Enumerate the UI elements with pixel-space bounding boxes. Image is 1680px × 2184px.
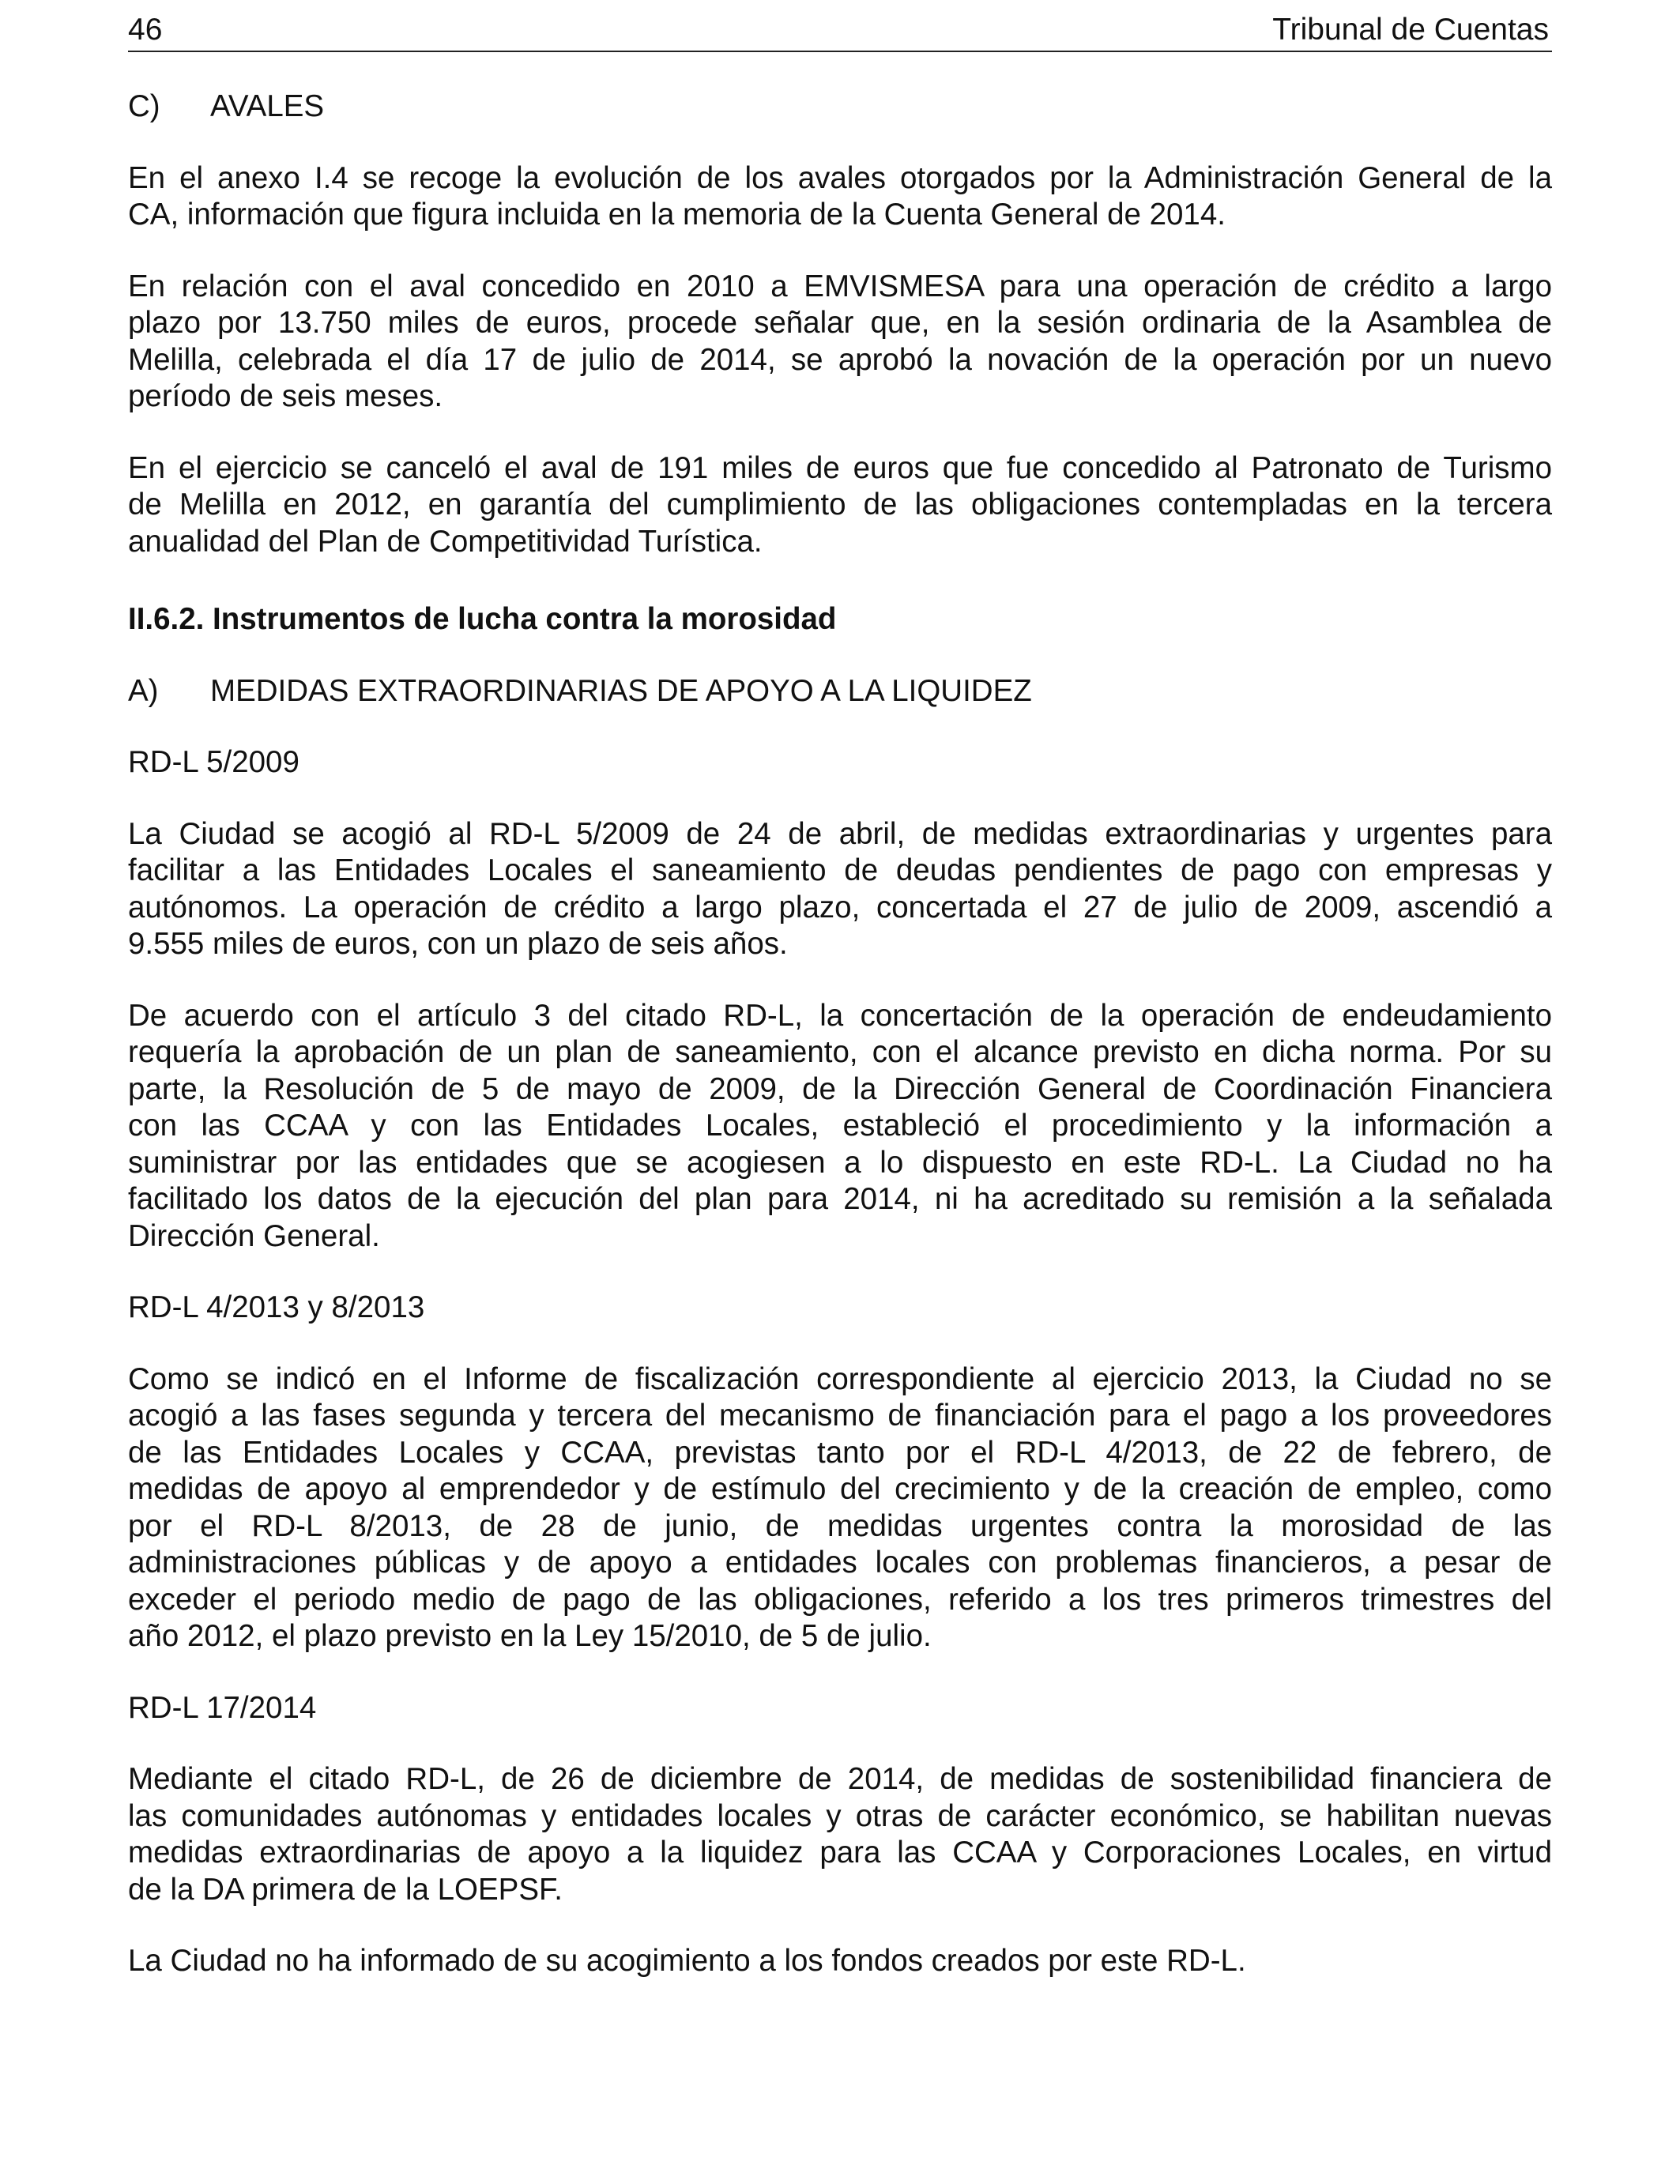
paragraph-emvismesa <box>128 269 1552 416</box>
heading-rdl-17-2014: RD-L 17/2014 <box>128 1690 317 1725</box>
paragraph-line: 9.555 miles de euros, con un plazo de seis años. <box>128 927 788 961</box>
paragraph-patronato <box>128 450 1552 561</box>
paragraph-line: período de seis meses. <box>128 379 443 413</box>
page-number: 46 <box>128 13 163 47</box>
paragraph-line: En el anexo I.4 se recoge la evolución de los avales otorgados por la Administración General de la <box>128 160 1552 195</box>
paragraph-line: por el RD-L 8/2013, de 28 de junio, de medidas urgentes contra la morosidad de las <box>128 1508 1552 1543</box>
subsection-heading: II.6.2. Instrumentos de lucha contra la morosidad <box>128 602 837 636</box>
paragraph-line: En relación con el aval concedido en 2010 a EMVISMESA para una operación de crédito a largo <box>128 269 1552 303</box>
paragraph-line: año 2012, el plazo previsto en la Ley 15/2010, de 5 de julio. <box>128 1619 932 1653</box>
paragraph-line: De acuerdo con el artículo 3 del citado RD-L, la concertación de la operación de endeudamiento <box>128 998 1552 1033</box>
section-heading-avales <box>128 88 1552 126</box>
paragraph-line: de Melilla en 2012, en garantía del cumplimiento de las obligaciones contempladas en la tercera <box>128 488 1552 522</box>
paragraph-line: parte, la Resolución de 5 de mayo de 2009, de la Dirección General de Coordinación Financiera <box>128 1071 1552 1106</box>
paragraph-rdl-5-2009 <box>128 816 1552 963</box>
paragraph-line: Como se indicó en el Informe de fiscalización correspondiente al ejercicio 2013, la Ciudad no se <box>128 1361 1552 1396</box>
paragraph-line: La Ciudad se acogió al RD-L 5/2009 de 24 de abril, de medidas extraordinarias y urgentes para <box>128 816 1552 851</box>
section-heading-medidas <box>128 673 1552 710</box>
paragraph-informe-2013 <box>128 1361 1552 1655</box>
paragraph-line: La Ciudad no ha informado de su acogimiento a los fondos creados por este RD-L. <box>128 1944 1246 1978</box>
page-header <box>128 13 1552 52</box>
paragraph-line: En el ejercicio se canceló el aval de 191 miles de euros que fue concedido al Patronato de Turismo <box>128 450 1552 485</box>
heading-rdl-4-8-2013: RD-L 4/2013 y 8/2013 <box>128 1290 425 1324</box>
paragraph-rdl-17-2014 <box>128 1761 1552 1908</box>
paragraph-articulo-3 <box>128 998 1552 1256</box>
paragraph-line: con las CCAA y con las Entidades Locales, estableció el procedimiento y la información a <box>128 1109 1552 1143</box>
paragraph-line: Melilla, celebrada el día 17 de julio de 2014, se aprobó la novación de la operación por un nuevo <box>128 342 1552 377</box>
paragraph-line: requería la aprobación de un plan de saneamiento, con el alcance previsto en dicha norma. Por su <box>128 1035 1552 1069</box>
paragraph-line: autónomos. La operación de crédito a largo plazo, concertada el 27 de julio de 2009, ascendió a <box>128 890 1552 924</box>
paragraph-line: de las Entidades Locales y CCAA, previstas tanto por el RD-L 4/2013, de 22 de febrero, de <box>128 1435 1552 1470</box>
paragraph-line: plazo por 13.750 miles de euros, procede señalar que, en la sesión ordinaria de la Asamblea de <box>128 306 1552 340</box>
page-content <box>128 88 1552 2015</box>
paragraph-line: exceder el periodo medio de pago de las obligaciones, referido a los tres primeros trimestres del <box>128 1582 1552 1617</box>
paragraph-anexo <box>128 160 1552 234</box>
section-letter: A) <box>128 673 159 708</box>
paragraph-acogimiento <box>128 1943 1552 1980</box>
paragraph-line: de la DA primera de la LOEPSF. <box>128 1872 563 1907</box>
header-title: Tribunal de Cuentas <box>1272 13 1549 47</box>
paragraph-line: medidas de apoyo al emprendedor y de estímulo del crecimiento y de la creación de empleo, como <box>128 1472 1552 1506</box>
paragraph-line: acogió a las fases segunda y tercera del mecanismo de financiación para el pago a los proveedores <box>128 1399 1552 1433</box>
paragraph-line: CA, información que figura incluida en la memoria de la Cuenta General de 2014. <box>128 198 1226 232</box>
paragraph-line: medidas extraordinarias de apoyo a la liquidez para las CCAA y Corporaciones Locales, en virtud <box>128 1836 1552 1870</box>
paragraph-line: facilitar a las Entidades Locales el saneamiento de deudas pendientes de pago con empresas y <box>128 853 1552 887</box>
paragraph-line: Dirección General. <box>128 1218 380 1253</box>
paragraph-line: administraciones públicas y de apoyo a entidades locales con problemas financieros, a pesar de <box>128 1546 1552 1580</box>
paragraph-line: suministrar por las entidades que se acogiesen a lo dispuesto en este RD-L. La Ciudad no ha <box>128 1145 1552 1180</box>
paragraph-line: las comunidades autónomas y entidades locales y otras de carácter económico, se habilitan nuevas <box>128 1798 1552 1833</box>
paragraph-line: Mediante el citado RD-L, de 26 de diciembre de 2014, de medidas de sostenibilidad financiera de <box>128 1762 1552 1796</box>
paragraph-line: anualidad del Plan de Competitividad Turística. <box>128 524 763 559</box>
section-title: MEDIDAS EXTRAORDINARIAS DE APOYO A LA LIQUIDEZ <box>210 673 1032 708</box>
paragraph-line: facilitado los datos de la ejecución del plan para 2014, ni ha acreditado su remisión a la señalada <box>128 1182 1552 1216</box>
section-title: AVALES <box>210 89 325 123</box>
heading-rdl-5-2009: RD-L 5/2009 <box>128 745 299 779</box>
section-letter: C) <box>128 89 160 123</box>
